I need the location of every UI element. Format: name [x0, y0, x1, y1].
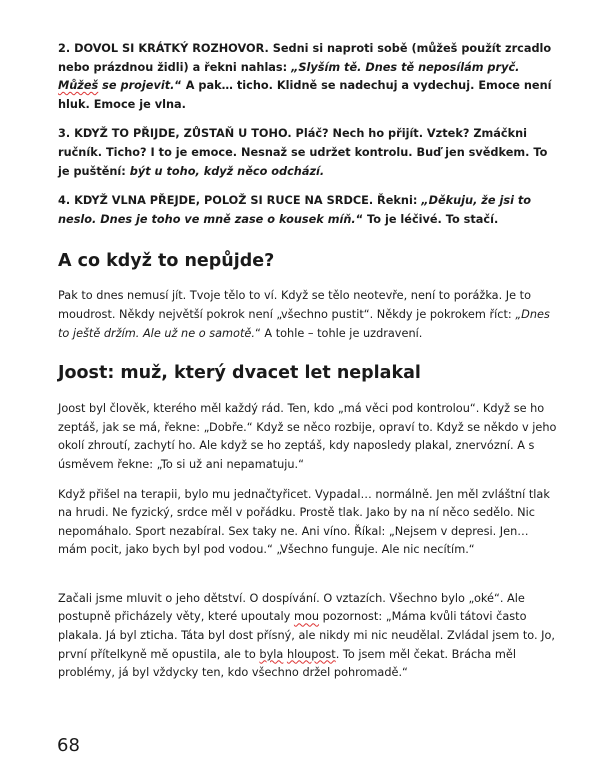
step-2-quote-flagged-word: Můžeš [58, 79, 99, 93]
step-2-text-end: “ A pak… ticho. Klidně se nadechuj a vydechuj. Emoce není hluk. Emoce je vlna. [58, 79, 552, 111]
joost-paragraph-1: Joost byl člověk, kterého měl každý rád. Ten, kdo „má věci pod kontrolou“. Když se ho zeptáš, jak se má, řekne: „Dobře.“ Když se něco rozbije, opraví to. Když se někdo v jeho okolí zhroutí, zachytí ho. Ale když se ho zeptáš, kdy naposledy plakal, znervózní. A s úsměvem řekne: „To si už ani nepamatuju.“ [58, 402, 557, 471]
step-4-paragraph [58, 192, 560, 229]
section-heading-what-if: A co když to nepůjde? [58, 251, 275, 272]
step-3-text: 3. KDYŽ TO PŘIJDE, ZŮSTAŇ U TOHO. Pláč? Nech ho přijít. Vztek? Zmáčkni ručník. Ticho? I to je emoce. Nesnaž se udržet kontrolu. Buď jen svědkem. To je puštění: [58, 127, 548, 178]
joost-paragraph-3 [58, 590, 560, 683]
step-3-italic: být u toho, když něco odchází. [129, 164, 325, 178]
section-1-text-end: “ A tohle – tohle je uzdravení. [254, 326, 423, 340]
joost-p3-flagged-word: mou [293, 610, 320, 624]
step-2-quote-end: se projevit. [98, 79, 175, 93]
step-3-paragraph [58, 125, 560, 181]
joost-p3-text-end: . To jsem měl čekat. Brácha měl problémy, já byl vždycky ten, kdo všechno držel pohromadě.“ [58, 647, 516, 680]
document-page [58, 40, 560, 694]
joost-paragraph-2: Když přišel na terapii, bylo mu jednačtyřicet. Vypadal… normálně. Jen měl zvláštní tlak na hrudi. Ne fyzický, srdce měl v pořádku. Prostě tlak. Jako by na ní něco sedělo. Nic nepomáhalo. Sport nezabíral. Sex taky ne. Ani víno. Říkal: „Nejsem v depresi. Jen… mám pocit, jako bych byl pod vodou.“ „Všechno funguje. Ale nic necítím.“ [58, 487, 550, 557]
step-4-quote: „Děkuju, že jsi to neslo. Dnes je toho ve mně zase o kousek míň. [58, 194, 532, 226]
step-4-text-end: “ To je léčivé. To stačí. [355, 212, 499, 226]
joost-p3-text-mid: pozornost: „Máma kvůli tátovi často plakala. Já byl zticha. Táta byl dost přísný, ale nikdy mi nic neudělal. Zvládal jsem to. Jo, první přítelkyně mě opustila, ale to [58, 610, 556, 661]
joost-p3-flagged-word-2: byla [259, 647, 284, 661]
section-1-italic: „Dnes to ještě držím. Ale už ne o samotě. [58, 307, 550, 340]
section-1-paragraph [58, 287, 560, 343]
step-2-quote: „Slyším tě. Dnes tě neposílám pryč. [291, 60, 520, 74]
step-2-paragraph [58, 40, 560, 114]
joost-p3-flagged-word-3: hloupost [286, 647, 336, 661]
page-number: 68 [57, 735, 80, 756]
joost-p3-text: Začali jsme mluvit o jeho dětství. O dospívání. O vztazích. Všechno bylo „oké“. Ale postupně přicházely věty, které upoutaly [58, 591, 525, 624]
section-heading-joost: Joost: muž, který dvacet let neplakal [58, 363, 421, 384]
step-4-text: 4. KDYŽ VLNA PŘEJDE, POLOŽ SI RUCE NA SRDCE. Řekni: [58, 194, 422, 208]
section-1-text: Pak to dnes nemusí jít. Tvoje tělo to ví. Když se tělo neotevře, není to porážka. Je to moudrost. Někdy největší pokrok není „všechno pustit“. Někdy je pokrokem říct: [58, 289, 531, 321]
step-2-text: 2. DOVOL SI KRÁTKÝ ROZHOVOR. Sedni si naproti sobě (můžeš použít zrcadlo nebo prázdnou židli) a řekni nahlas: [58, 42, 552, 74]
